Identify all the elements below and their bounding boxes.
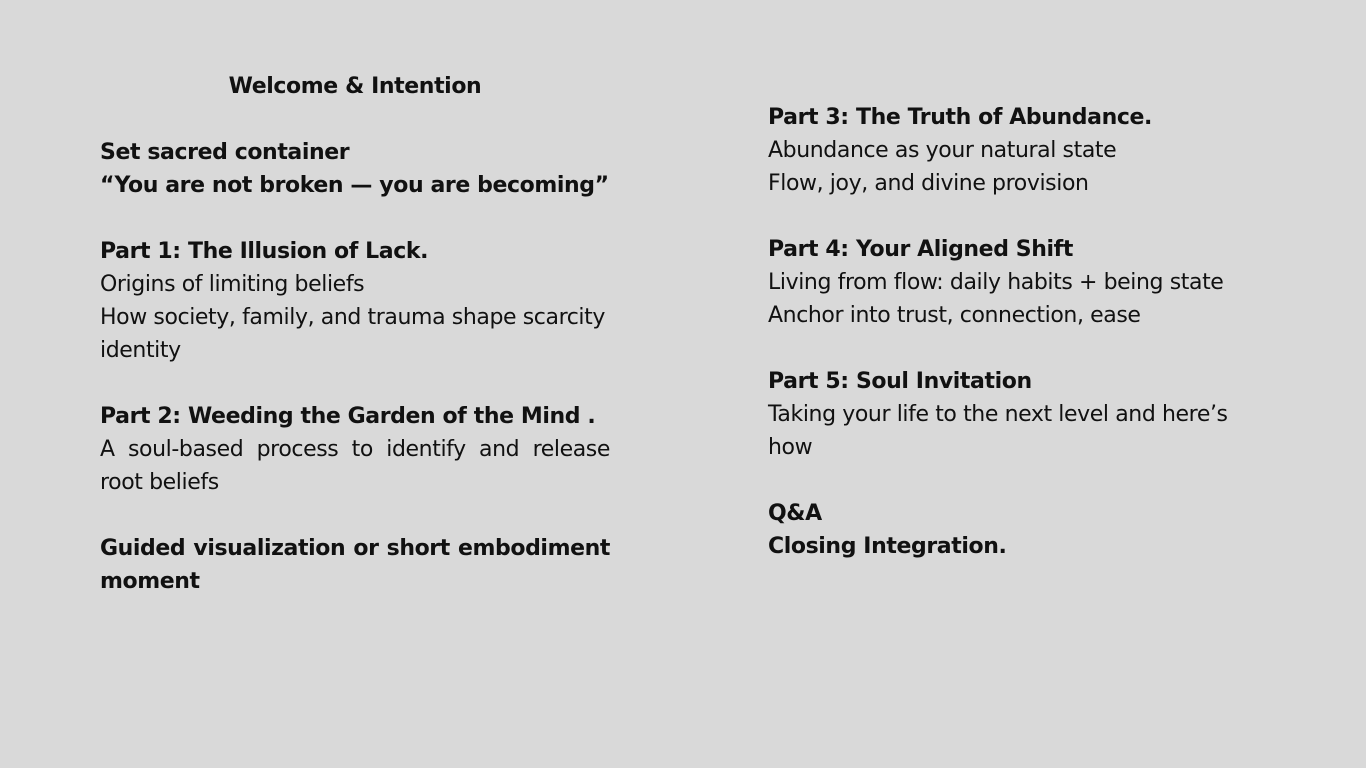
part5-item: Taking your life to the next level and here’s how (768, 402, 1228, 460)
spacer (100, 367, 610, 400)
part3-item: Abundance as your natural state (768, 138, 1117, 163)
right-column (768, 101, 1238, 563)
part2-title: Part 2: Weeding the Garden of the Mind . (100, 404, 596, 429)
intro-line-container: Set sacred container (100, 140, 350, 165)
part2-item: A soul-based process to identify and release root beliefs (100, 437, 610, 495)
spacer (100, 499, 610, 532)
spacer (100, 103, 610, 136)
spacer (100, 202, 610, 235)
part1-item: Origins of limiting beliefs (100, 272, 365, 297)
part4-item: Anchor into trust, connection, ease (768, 303, 1141, 328)
left-column (100, 70, 610, 598)
part3-title: Part 3: The Truth of Abundance. (768, 105, 1152, 130)
closing-integration: Closing Integration. (768, 534, 1007, 559)
spacer (768, 464, 1238, 497)
guided-visualization: Guided visualization or short embodiment moment (100, 536, 610, 594)
spacer (768, 200, 1238, 233)
intro-line-quote: “You are not broken — you are becoming” (100, 173, 609, 198)
welcome-title: Welcome & Intention (228, 74, 482, 99)
qa-heading: Q&A (768, 501, 822, 526)
part1-item: How society, family, and trauma shape scarcity identity (100, 305, 605, 363)
part4-title: Part 4: Your Aligned Shift (768, 237, 1073, 262)
part5-title: Part 5: Soul Invitation (768, 369, 1032, 394)
part1-title: Part 1: The Illusion of Lack. (100, 239, 429, 264)
part3-item: Flow, joy, and divine provision (768, 171, 1089, 196)
part4-item: Living from flow: daily habits + being state (768, 270, 1224, 295)
spacer (768, 332, 1238, 365)
